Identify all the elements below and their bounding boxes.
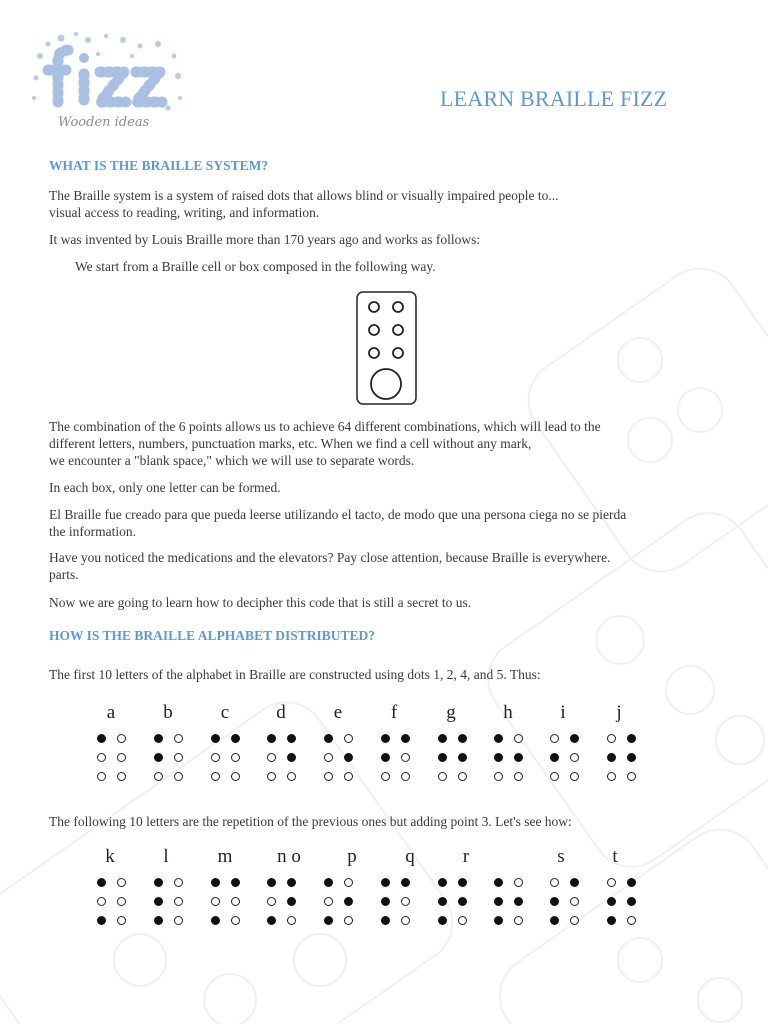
braille-dot-raised (550, 897, 559, 906)
braille-dot-raised (494, 897, 503, 906)
braille-dot-raised (231, 734, 240, 743)
paragraph-first-ten: The first 10 letters of the alphabet in Braille are constructed using dots 1, 2, 4, and 5. Thus: (49, 667, 541, 682)
braille-dot-empty (627, 916, 636, 925)
braille-dot-raised (607, 753, 616, 762)
paragraph-cell-intro: We start from a Braille cell or box composed in the following way. (75, 259, 436, 274)
logo-tagline: Wooden ideas (58, 115, 150, 130)
braille-dot-raised (627, 878, 636, 887)
braille-dot-raised (154, 897, 163, 906)
braille-letter-label: q (405, 846, 415, 867)
braille-dot-raised (458, 878, 467, 887)
braille-dot-raised (231, 878, 240, 887)
braille-cell (550, 734, 590, 794)
braille-dot-raised (570, 878, 579, 887)
braille-cell (381, 734, 421, 794)
paragraph-line: we encounter a "blank space," which we will use to separate words. (49, 453, 415, 468)
braille-cell (324, 734, 364, 794)
braille-letter-label: m (217, 846, 233, 867)
braille-cell (211, 878, 251, 938)
braille-dot-empty (570, 897, 579, 906)
braille-dot-raised (97, 916, 106, 925)
braille-dot-raised (570, 734, 579, 743)
braille-dot-empty (514, 734, 523, 743)
braille-letter-label: d (276, 702, 286, 723)
braille-dot-empty (401, 897, 410, 906)
braille-dot-empty (267, 897, 276, 906)
braille-dot-empty (211, 897, 220, 906)
braille-dot-raised (287, 878, 296, 887)
paragraph-decipher: Now we are going to learn how to decipher this code that is still a secret to us. (49, 595, 472, 610)
braille-letter-label: e (333, 702, 343, 723)
braille-letter-label: b (163, 702, 173, 723)
braille-cell (607, 734, 647, 794)
braille-dot-empty (231, 897, 240, 906)
braille-dot-empty (231, 916, 240, 925)
paragraph-line: the information. (49, 524, 136, 539)
braille-dot-raised (438, 878, 447, 887)
paragraph-line: The Braille system is a system of raised dots that allows blind or visually impaired people to... (49, 188, 559, 203)
braille-dot-empty (401, 772, 410, 781)
braille-dot-empty (627, 772, 636, 781)
braille-dot-empty (494, 772, 503, 781)
braille-row-a-j (0, 702, 768, 802)
braille-dot-raised (97, 734, 106, 743)
fizz-logo (28, 26, 188, 134)
braille-dot-empty (231, 753, 240, 762)
braille-dot-empty (231, 772, 240, 781)
paragraph-line: parts. (49, 567, 79, 582)
braille-dot-empty (607, 878, 616, 887)
braille-dot-raised (324, 734, 333, 743)
braille-dot-raised (401, 734, 410, 743)
braille-dot-raised (287, 734, 296, 743)
braille-letter-label: f (390, 702, 398, 723)
braille-cell (211, 734, 251, 794)
braille-dot-raised (458, 734, 467, 743)
braille-dot-empty (570, 753, 579, 762)
braille-dot-raised (287, 897, 296, 906)
braille-dot-raised (267, 734, 276, 743)
braille-letter-label: h (503, 702, 513, 723)
braille-dot-empty (117, 878, 126, 887)
braille-dot-raised (324, 878, 333, 887)
braille-dot-raised (494, 878, 503, 887)
braille-dot-empty (97, 897, 106, 906)
braille-cell-diagram (356, 291, 418, 406)
braille-cell (550, 878, 590, 938)
braille-letter-label: t (612, 846, 618, 867)
braille-dot-empty (117, 916, 126, 925)
braille-cell (494, 878, 534, 938)
braille-dot-raised (494, 734, 503, 743)
braille-dot-raised (211, 734, 220, 743)
braille-dot-empty (324, 753, 333, 762)
braille-dot-empty (174, 878, 183, 887)
paragraph-everywhere (49, 549, 714, 583)
braille-dot-empty (267, 753, 276, 762)
braille-dot-raised (381, 916, 390, 925)
braille-letter-label: g (446, 702, 456, 723)
paragraph-combinations (49, 418, 714, 469)
braille-letter-label: k (105, 846, 115, 867)
braille-dot-raised (344, 753, 353, 762)
braille-dot-empty (117, 772, 126, 781)
braille-dot-empty (344, 772, 353, 781)
braille-dot-empty (570, 916, 579, 925)
braille-dot-raised (607, 897, 616, 906)
braille-cell (154, 878, 194, 938)
braille-dot-raised (494, 753, 503, 762)
braille-letter-label: c (220, 702, 230, 723)
braille-cell (438, 878, 478, 938)
braille-dot-empty (514, 916, 523, 925)
braille-dot-raised (458, 897, 467, 906)
braille-dot-empty (550, 734, 559, 743)
braille-dot-raised (381, 734, 390, 743)
braille-dot-raised (211, 916, 220, 925)
braille-cell (494, 734, 534, 794)
braille-dot-empty (550, 772, 559, 781)
braille-letter-label: r (462, 846, 470, 867)
braille-dot-raised (97, 878, 106, 887)
braille-dot-empty (211, 772, 220, 781)
braille-dot-empty (514, 772, 523, 781)
braille-dot-empty (550, 878, 559, 887)
braille-dot-empty (174, 734, 183, 743)
braille-dot-raised (458, 753, 467, 762)
paragraph-one-letter: In each box, only one letter can be formed. (49, 480, 281, 495)
braille-dot-raised (550, 753, 559, 762)
braille-dot-raised (514, 897, 523, 906)
paragraph-next-ten: The following 10 letters are the repetition of the previous ones but adding point 3. Let's see how: (49, 814, 572, 829)
braille-letter-label: s (557, 846, 565, 867)
braille-dot-empty (174, 772, 183, 781)
braille-cell (607, 878, 647, 938)
braille-letter-label: j (616, 702, 622, 723)
braille-dot-empty (381, 772, 390, 781)
braille-dot-raised (344, 897, 353, 906)
braille-dot-raised (287, 753, 296, 762)
braille-dot-empty (344, 916, 353, 925)
braille-dot-empty (401, 753, 410, 762)
braille-dot-empty (607, 734, 616, 743)
braille-dot-empty (458, 772, 467, 781)
braille-dot-empty (174, 753, 183, 762)
braille-dot-empty (97, 772, 106, 781)
braille-dot-empty (267, 772, 276, 781)
section-heading-alphabet: HOW IS THE BRAILLE ALPHABET DISTRIBUTED? (49, 628, 375, 643)
braille-dot-empty (344, 878, 353, 887)
braille-dot-raised (438, 897, 447, 906)
braille-dot-raised (381, 753, 390, 762)
paragraph-inventor: It was invented by Louis Braille more than 170 years ago and works as follows: (49, 232, 481, 247)
braille-dot-empty (97, 753, 106, 762)
braille-row-k-t (0, 846, 768, 946)
braille-dot-empty (211, 753, 220, 762)
braille-dot-raised (494, 916, 503, 925)
braille-dot-empty (344, 734, 353, 743)
braille-dot-empty (174, 916, 183, 925)
braille-dot-empty (324, 772, 333, 781)
braille-dot-raised (514, 753, 523, 762)
paragraph-line: El Braille fue creado para que pueda leerse utilizando el tacto, de modo que una persona ciega no se pierda (49, 507, 627, 522)
paragraph-line: Have you noticed the medications and the elevators? Pay close attention, because Braille is everywhere. (49, 550, 611, 565)
braille-dot-empty (154, 772, 163, 781)
section-heading-braille-system: WHAT IS THE BRAILLE SYSTEM? (49, 158, 269, 173)
braille-dot-empty (117, 734, 126, 743)
braille-letter-label: i (560, 702, 566, 723)
braille-dot-empty (401, 916, 410, 925)
document-title: LEARN BRAILLE FIZZ (440, 86, 668, 111)
paragraph-touch (49, 506, 714, 540)
braille-dot-empty (287, 916, 296, 925)
paragraph-line: different letters, numbers, punctuation marks, etc. When we find a cell without any mark, (49, 436, 532, 451)
braille-dot-raised (267, 916, 276, 925)
braille-dot-raised (438, 753, 447, 762)
braille-dot-raised (267, 878, 276, 887)
braille-dot-raised (324, 916, 333, 925)
braille-dot-empty (438, 772, 447, 781)
braille-cell (154, 734, 194, 794)
braille-letter-label: a (106, 702, 116, 723)
braille-dot-empty (174, 897, 183, 906)
paragraph-intro (49, 187, 714, 221)
braille-dot-empty (458, 916, 467, 925)
braille-dot-raised (607, 916, 616, 925)
braille-dot-raised (211, 878, 220, 887)
braille-dot-empty (607, 772, 616, 781)
braille-dot-raised (627, 734, 636, 743)
braille-dot-raised (627, 897, 636, 906)
braille-dot-raised (154, 753, 163, 762)
braille-dot-raised (550, 916, 559, 925)
braille-dot-empty (570, 772, 579, 781)
braille-cell (381, 878, 421, 938)
braille-dot-empty (117, 753, 126, 762)
paragraph-line: The combination of the 6 points allows us to achieve 64 different combinations, which will lead to the (49, 419, 601, 434)
braille-dot-raised (381, 878, 390, 887)
braille-dot-raised (154, 916, 163, 925)
braille-cell (97, 734, 137, 794)
braille-dot-raised (627, 753, 636, 762)
paragraph-line: visual access to reading, writing, and information. (49, 205, 320, 220)
braille-cell (97, 878, 137, 938)
braille-cell (324, 878, 364, 938)
braille-cell (267, 734, 307, 794)
braille-cell (438, 734, 478, 794)
braille-dot-empty (514, 878, 523, 887)
braille-dot-raised (154, 734, 163, 743)
braille-letter-label: p (347, 846, 357, 867)
braille-dot-empty (324, 897, 333, 906)
braille-dot-empty (117, 897, 126, 906)
braille-cell (267, 878, 307, 938)
braille-dot-empty (287, 772, 296, 781)
braille-dot-raised (154, 878, 163, 887)
braille-dot-raised (438, 916, 447, 925)
braille-dot-raised (438, 734, 447, 743)
braille-letter-label: n o (277, 846, 301, 867)
braille-letter-label: l (163, 846, 169, 867)
braille-dot-raised (381, 897, 390, 906)
braille-dot-raised (401, 878, 410, 887)
